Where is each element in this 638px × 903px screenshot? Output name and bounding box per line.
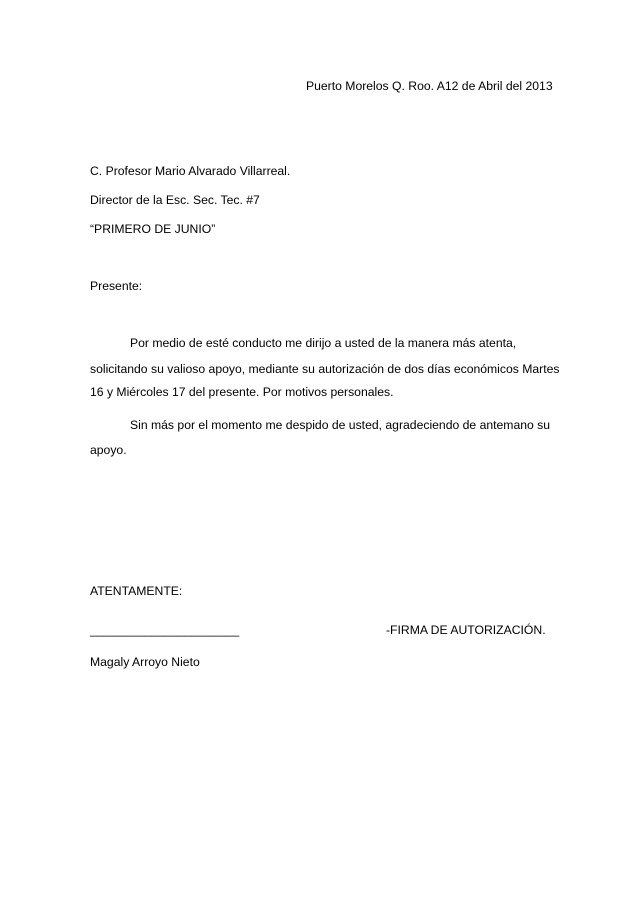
recipient-name: C. Profesor Mario Alvarado Villarreal. [90,164,291,178]
recipient-school: “PRIMERO DE JUNIO” [90,222,216,236]
paragraph2-line2: apoyo. [90,443,127,457]
paragraph1-line3: 16 y Miércoles 17 del presente. Por motivos personales. [90,385,394,399]
date-line: Puerto Morelos Q. Roo. A12 de Abril del 2013 [306,79,553,93]
sender-name: Magaly Arroyo Nieto [90,655,200,669]
paragraph1-line2: solicitando su valioso apoyo, mediante su autorización de dos días económicos Martes [90,362,560,376]
paragraph1-line1: Por medio de esté conducto me dirijo a usted de la manera más atenta, [130,336,517,350]
greeting: Presente: [90,279,143,293]
recipient-title: Director de la Esc. Sec. Tec. #7 [90,193,260,207]
signature-line: ______________________ [90,623,240,637]
authorization-label: -FIRMA DE AUTORIZACIÓN. [386,623,546,637]
paragraph2-line1: Sin más por el momento me despido de usted, agradeciendo de antemano su [130,418,551,432]
closing: ATENTAMENTE: [90,584,183,598]
